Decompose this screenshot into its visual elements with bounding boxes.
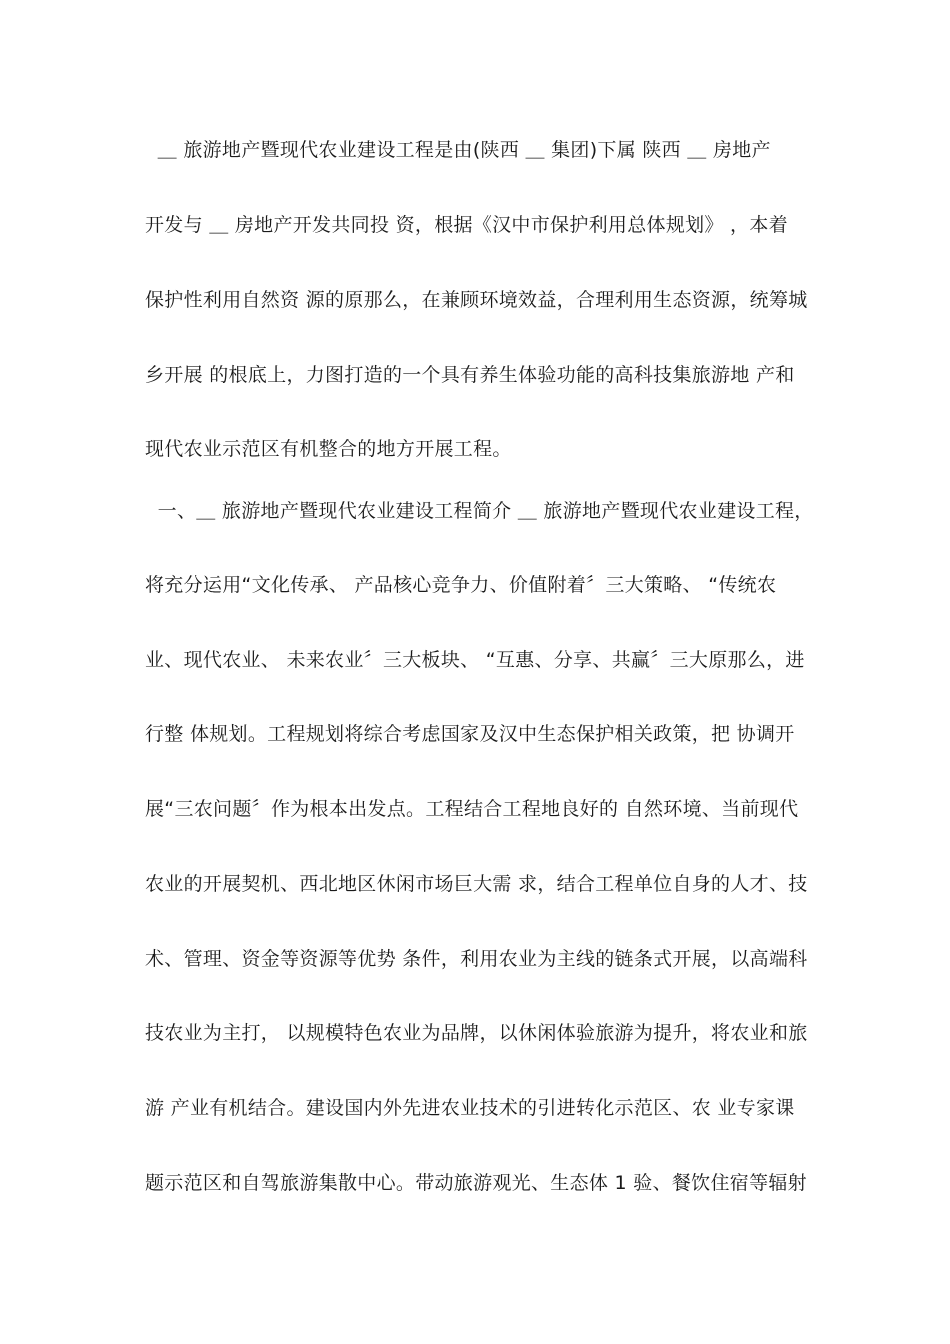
paragraph-line: 业、现代农业、 未来农业〞三大板块、 “互惠、分享、共赢〞三大原那么，进 <box>145 649 805 671</box>
paragraph-line: 技农业为主打， 以规模特色农业为品牌，以休闲体验旅游为提升，将农业和旅 <box>145 1022 808 1044</box>
paragraph-line: 保护性利用自然资 源的原那么，在兼顾环境效益，合理利用生态资源，统筹城 <box>145 289 808 311</box>
paragraph-line: 将充分运用“文化传承、 产品核心竞争力、价值附着〞三大策略、 “传统农 <box>145 574 777 596</box>
paragraph-line: 展“三农问题〞作为根本出发点。工程结合工程地良好的 自然环境、当前现代 <box>145 798 799 820</box>
paragraph-line: ＿ 旅游地产暨现代农业建设工程是由(陕西 ＿ 集团)下属 陕西 ＿ 房地产 <box>145 139 771 161</box>
paragraph-line: 开发与 ＿ 房地产开发共同投 资，根据《汉中市保护利用总体规划》 ，本着 <box>145 214 788 236</box>
section-heading-line: 一、＿ 旅游地产暨现代农业建设工程简介 ＿ 旅游地产暨现代农业建设工程， <box>145 500 814 522</box>
paragraph-line: 农业的开展契机、西北地区休闲市场巨大需 求，结合工程单位自身的人才、技 <box>145 873 808 895</box>
paragraph-line: 游 产业有机结合。建设国内外先进农业技术的引进转化示范区、农 业专家课 <box>145 1097 795 1119</box>
paragraph-line: 现代农业示范区有机整合的地方开展工程。 <box>145 438 512 460</box>
paragraph-line: 术、管理、资金等资源等优势 条件，利用农业为主线的链条式开展，以高端科 <box>145 948 808 970</box>
paragraph-line: 题示范区和自驾旅游集散中心。带动旅游观光、生态体 1 验、餐饮住宿等辐射 <box>145 1172 807 1194</box>
paragraph-line: 行整 体规划。工程规划将综合考虑国家及汉中生态保护相关政策，把 协调开 <box>145 723 795 745</box>
paragraph-line: 乡开展 的根底上，力图打造的一个具有养生体验功能的高科技集旅游地 产和 <box>145 364 795 386</box>
